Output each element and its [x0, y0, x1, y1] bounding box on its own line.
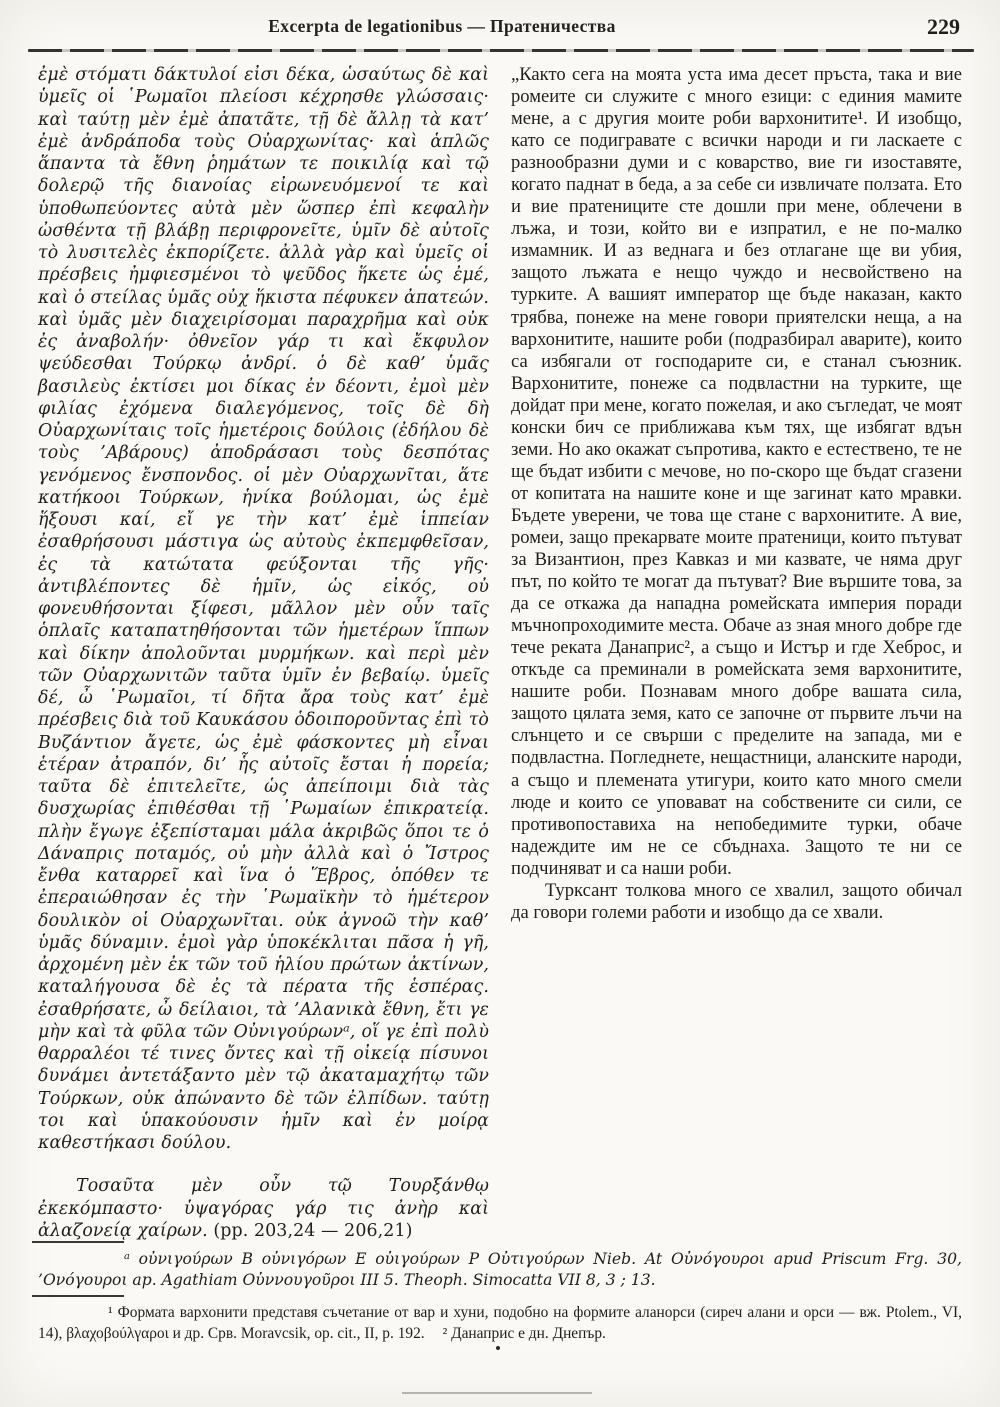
bulgarian-paragraph-2: Турксант толкова много се хвалил, защото обичал да говори големи работи и изобщо да се хвали. — [511, 879, 962, 923]
source-citation: (pp. 203,24 — 206,21) — [213, 1220, 413, 1241]
footnote-separator-rule — [32, 1295, 124, 1297]
running-title: Excerpta de legationibus — Пратеничества — [268, 16, 616, 36]
footnotes-paragraph — [38, 1303, 962, 1344]
apparatus-separator-rule — [32, 1241, 124, 1243]
scan-artifact-smudge — [402, 1392, 592, 1394]
bulgarian-paragraph-1: „Както сега на моята уста има десет пръста, така и вие ромеите си служите с много езици: с единия мамите мене, а с другия моите роби вархонитите¹. И изобщо, като се подигравате с всички народи и ги ласкаете с разнообразни думи и с коварство, вие ги изоставяте, когато паднат в беда, а за себе си извличате ползата. Ето и вие пратениците сте дошли при мене, облечени в лъжа, и този, който ви е изпратил, е не по-малко измамник. И аз веднага и без отлагане ще ви убия, защото лъжата е нещо чуждо и несвойствено на турките. А вашият император ще бъде наказан, както трябва, понеже на мене говори приятелски неща, а на вархонитите, нашите роби (подразбирал аварите), които са избягали от господарите си, е станал съюзник. Вархонитите, понеже са подвластни на турките, ще дойдат при мене, когато пожелая, и ако съгледат, че моят конски бич се приближава към тях, ще избягат вдън земи. Но ако окажат съпротива, както е естествено, те не ще бъдат избити с мечове, но по-скоро ще бъдат сгазени от копитата на нашите коне и ще загинат като мравки. Бъдете уверени, че това ще стане с вархонитите. А вие, ромеи, защо прекарвате моите пратеници, които пътуват за Византион, през Кавказ и ми казвате, че няма друг път, по който те могат да пътуват? Вие вършите това, за да се откажа да нападна ромейската империя поради мъчнопроходимите места. Обаче аз зная много добре где тече реката Данаприс², а също и Истър и где Хеброс, и откъде са преминали в ромейската земя вархонитите, нашите роби. Познавам много добре вашата сила, защото цялата земя, като се започне от първите лъчи на слънцето и се свърши с пределите на запада, ми е подвластна. Погледнете, нещастници, аланските народи, а също и племената утигури, които като много смели люде и които се уповават на собствените си сили, се противопоставиха на непобедимите турки, обаче надеждите им не се сбъднаха. Защото те ни се подчиняват и са наши роби. — [511, 64, 962, 879]
bulgarian-translation-column — [511, 64, 962, 924]
page-header — [40, 16, 964, 46]
footnote-zone — [38, 1241, 962, 1344]
greek-source-column — [38, 64, 489, 1242]
footnote-1: ¹ Формата вархонити представя съчетание от вар и хуни, подобно на формите аланорси (сиреч алани и орси — вж. Ptolem., VI, 14), βλαχοβούλγαροι и др. Срв. Moravcsik, op. cit., II, p. 192. — [38, 1304, 962, 1342]
page-number: 229 — [927, 14, 960, 39]
greek-paragraph-2-text: Τοσαῦτα μὲν οὖν τῷ Τουρξάνθῳ ἐκεκόμπαστο· ὑψαγόρας γάρ τις ἀνὴρ καὶ ἀλαζονείᾳ χαίρων. — [38, 1176, 489, 1241]
header-rule — [28, 49, 974, 52]
text-columns — [38, 64, 962, 1242]
footnote-2: ² Данаприс е дн. Днепър. — [442, 1324, 606, 1342]
greek-paragraph-1: ἐμὲ στόματι δάκτυλοί εἰσι δέκα, ὡσαύτως δὲ καὶ ὑμεῖς οἱ ῾Ρωμαῖοι πλείοσι κέχρησθε γλώσσαις· καὶ ταύτῃ μὲν ἐμὲ ἀπατᾶτε, τῇ δὲ ἄλλῃ τὰ κατ’ ἐμὲ ἀνδράποδα τοὺς Οὐαρχωνίτας· καὶ ἁπλῶς ἅπαντα τὰ ἔθνη ῥημάτων τε ποικιλίᾳ καὶ τῷ δολερῷ τῆς διανοίας εἰρωνευόμενοί τε καὶ ὑποθωπεύοντες αὐτὰ μὲν ὥσπερ ἐπὶ κεφαλὴν ὠσθέντα τῇ βλάβῃ περιφρονεῖτε, ὑμῖν δὲ αὐτοῖς τὸ λυσιτελὲς ἐκπορίζετε. ἀλλὰ γὰρ καὶ ὑμεῖς οἱ πρέσβεις ἠμφιεσμένοι τὸ ψεῦδος ἥκετε ὡς ἐμέ, καὶ ὁ στείλας ὑμᾶς οὐχ ἥκιστα πέφυκεν ἀπατεών. καὶ ὑμᾶς μὲν διαχειρίσομαι παραχρῆμα καὶ οὐκ ἐς ἀναβολήν· ὀθνεῖον γάρ τι καὶ ἔκφυλον ψεύδεσθαι Τούρκῳ ἀνδρί. ὁ δὲ καθ’ ὑμᾶς βασιλεὺς ἐκτίσει μοι δίκας ἐν δέοντι, ἐμοὶ μὲν φιλίας ἐχόμενα διαλεγόμενος, τοῖς δὲ δὴ Οὐαρχωνίταις τοῖς ἡμετέροις δούλοις (ἐδήλου δὲ τοὺς ’Αβάρους) ἀποδράσασι τοὺς δεσπότας γενόμενος ἔνσπονδος. οἱ μὲν Οὐαρχωνῖται, ἅτε κατήκοοι Τούρκων, ἡνίκα βούλομαι, ὡς ἐμὲ ἥξουσι καί, εἴ γε τὴν κατ’ ἐμὲ ἱππείαν ἐσαθρήσουσι μάστιγα ὡς αὐτοὺς ἐκπεμφθεῖσαν, ἐς τὰ κατώτατα φεύξονται τῆς γῆς· ἀντιβλέποντες δὲ ἡμῖν, ὡς εἰκός, οὐ φονευθήσονται ξίφεσι, μᾶλλον μὲν οὖν ταῖς ὁπλαῖς καταπατηθήσονται τῶν ἡμετέρων ἵππων καὶ δίκην ἀπολοῦνται μυρμήκων. καὶ περὶ μὲν τῶν Οὐαρχωνιτῶν ταῦτα ὑμῖν ἐν βεβαίῳ. ὑμεῖς δέ, ὦ ῾Ρωμαῖοι, τί δῆτα ἄρα τοὺς κατ’ ἐμὲ πρέσβεις διὰ τοῦ Καυκάσου ὁδοιποροῦντας ἐπὶ τὸ Βυζάντιον ἄγετε, ὡς ἐμὲ φάσκοντες μὴ εἶναι ἑτέραν ἀτραπόν, δι’ ἧς αὐτοῖς ἔσται ἡ πορεία; ταῦτα δὲ ἐπιτελεῖτε, ὡς ἀπείποιμι διὰ τὰς δυσχωρίας ἐπιθέσθαι τῇ ῾Ρωμαίων ἐπικρατείᾳ. πλὴν ἔγωγε ἐξεπίσταμαι μάλα ἀκριβῶς ὅποι τε ὁ Δάναπρις ποταμός, οὐ μὴν ἀλλὰ καὶ ὁ Ἴστρος ἔνθα καταρρεῖ καὶ ἵνα ὁ Ἕβρος, ὁπόθεν τε ἐπεραιώθησαν ἐς τὴν ῾Ρωμαϊκὴν τὸ ἡμέτερον δουλικὸν οἱ Οὐαρχωνῖται. οὐκ ἀγνοῶ τὴν καθ’ ὑμᾶς δύναμιν. ἐμοὶ γὰρ ὑποκέκλιται πᾶσα ἡ γῆ, ἀρχομένη μὲν ἐκ τῶν τοῦ ἡλίου πρώτων ἀκτίνων, καταλήγουσα δὲ ἐς τὰ πέρατα τῆς ἑσπέρας. ἐσαθρήσατε, ὦ δείλαιοι, τὰ ’Αλανικὰ ἔθνη, ἔτι γε μὴν καὶ τὰ φῦλα τῶν Οὐνιγούρωνᵃ, οἵ γε ἐπὶ πολὺ θαρραλέοι τέ τινες ὄντες καὶ τῇ οἰκείᾳ πίσυνοι δυνάμει ἀντετάξαντο μὲν τῷ ἀκαταμαχήτῳ τῶν Τούρκων, οὐκ ἀπώναντο δὲ τῶν ἐλπίδων. ταύτῃ τοι καὶ ὑπακούουσιν ἡμῖν καὶ ἐν μοίρᾳ καθεστήκασι δούλου. — [38, 65, 489, 1153]
printer-mark-dot — [496, 1346, 500, 1350]
critical-apparatus-note: ᵃ οὐνιγούρων B οὐνιγόρων E οὐιγούρων P Οὐτιγούρων Nieb. At Οὐνόγουροι apud Priscum Frg. 30, ’Ονόγουροι ap. Agathiam Οὐννουγοῦροι III 5. Theoph. Simocatta VII 8, 3 ; 13. — [38, 1250, 962, 1289]
greek-paragraph-2 — [38, 1175, 489, 1242]
